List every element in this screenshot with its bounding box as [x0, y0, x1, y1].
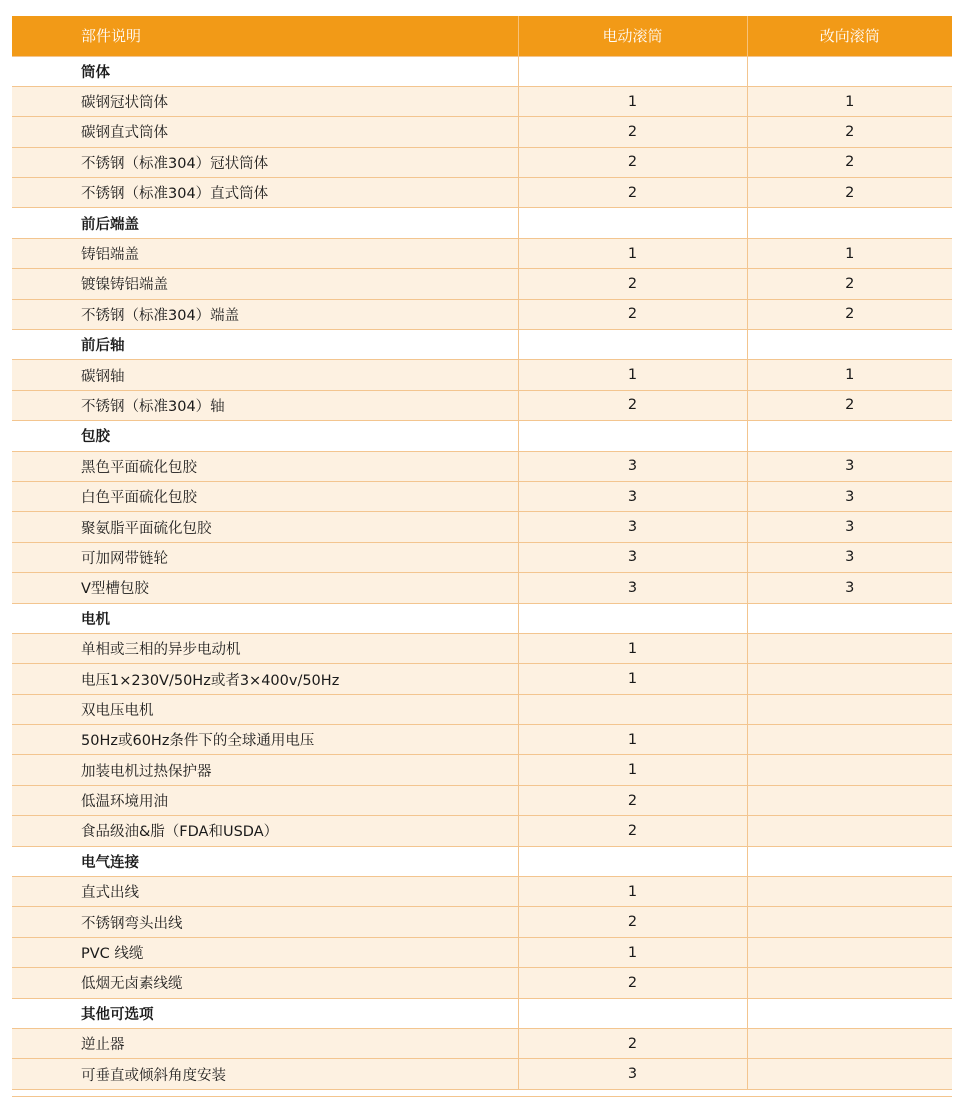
motorized-pulley-cell: 1	[518, 86, 747, 116]
part-description-cell: 碳钢直式筒体	[12, 117, 518, 147]
part-description-cell: 逆止器	[12, 1029, 518, 1059]
motorized-pulley-cell: 2	[518, 147, 747, 177]
options-table	[12, 16, 952, 1090]
idler-pulley-cell: 1	[747, 360, 952, 390]
part-description-cell: 可加网带链轮	[12, 542, 518, 572]
part-description-cell: 50Hz或60Hz条件下的全球通用电压	[12, 725, 518, 755]
idler-pulley-cell	[747, 208, 952, 238]
motorized-pulley-cell	[518, 846, 747, 876]
part-description-cell: 不锈钢（标准304）冠状筒体	[12, 147, 518, 177]
motorized-pulley-cell: 2	[518, 390, 747, 420]
table-row	[12, 1029, 952, 1059]
table-row	[12, 785, 952, 815]
part-description-cell: 直式出线	[12, 877, 518, 907]
motorized-pulley-cell: 2	[518, 907, 747, 937]
motorized-pulley-cell: 1	[518, 664, 747, 694]
part-description-cell: 加装电机过热保护器	[12, 755, 518, 785]
table-row	[12, 664, 952, 694]
motorized-pulley-cell: 2	[518, 269, 747, 299]
part-description-cell: 镀镍铸铝端盖	[12, 269, 518, 299]
section-header-row	[12, 330, 952, 360]
section-header-row	[12, 208, 952, 238]
motorized-pulley-cell: 2	[518, 785, 747, 815]
table-header-row	[12, 16, 952, 56]
motorized-pulley-cell: 1	[518, 633, 747, 663]
section-title: 前后端盖	[12, 208, 518, 238]
header-idler-pulley: 改向滚筒	[747, 16, 952, 56]
motorized-pulley-cell	[518, 56, 747, 86]
part-description-cell: 不锈钢（标准304）端盖	[12, 299, 518, 329]
table-row	[12, 238, 952, 268]
section-title: 电机	[12, 603, 518, 633]
idler-pulley-cell: 2	[747, 390, 952, 420]
part-description-cell: 电压1×230V/50Hz或者3×400v/50Hz	[12, 664, 518, 694]
table-row	[12, 755, 952, 785]
motorized-pulley-cell: 3	[518, 481, 747, 511]
table-row	[12, 178, 952, 208]
idler-pulley-cell	[747, 907, 952, 937]
motorized-pulley-cell: 1	[518, 755, 747, 785]
motorized-pulley-cell: 1	[518, 725, 747, 755]
motorized-pulley-cell: 3	[518, 512, 747, 542]
table-row	[12, 390, 952, 420]
motorized-pulley-cell	[518, 603, 747, 633]
part-description-cell: 食品级油&脂（FDA和USDA）	[12, 816, 518, 846]
section-title: 前后轴	[12, 330, 518, 360]
part-description-cell: 低温环境用油	[12, 785, 518, 815]
idler-pulley-cell: 2	[747, 147, 952, 177]
part-description-cell: 不锈钢（标准304）轴	[12, 390, 518, 420]
table-row	[12, 451, 952, 481]
part-description-cell: 双电压电机	[12, 694, 518, 724]
table-row	[12, 937, 952, 967]
motorized-pulley-cell: 2	[518, 117, 747, 147]
section-title: 包胶	[12, 421, 518, 451]
idler-pulley-cell	[747, 755, 952, 785]
idler-pulley-cell	[747, 846, 952, 876]
part-description-cell: 碳钢轴	[12, 360, 518, 390]
motorized-pulley-cell	[518, 694, 747, 724]
idler-pulley-cell: 1	[747, 238, 952, 268]
table-row	[12, 725, 952, 755]
motorized-pulley-cell: 1	[518, 360, 747, 390]
idler-pulley-cell: 3	[747, 451, 952, 481]
idler-pulley-cell	[747, 603, 952, 633]
idler-pulley-cell: 1	[747, 86, 952, 116]
part-description-cell: 不锈钢（标准304）直式筒体	[12, 178, 518, 208]
idler-pulley-cell: 3	[747, 542, 952, 572]
part-description-cell: 可垂直或倾斜角度安装	[12, 1059, 518, 1089]
idler-pulley-cell	[747, 330, 952, 360]
table-row	[12, 816, 952, 846]
section-title: 筒体	[12, 56, 518, 86]
table-row	[12, 481, 952, 511]
motorized-pulley-cell: 2	[518, 816, 747, 846]
idler-pulley-cell: 3	[747, 481, 952, 511]
idler-pulley-cell: 2	[747, 117, 952, 147]
options-table-container	[12, 16, 952, 1090]
part-description-cell: PVC 线缆	[12, 937, 518, 967]
part-description-cell: 铸铝端盖	[12, 238, 518, 268]
motorized-pulley-cell: 2	[518, 299, 747, 329]
idler-pulley-cell	[747, 1029, 952, 1059]
idler-pulley-cell: 3	[747, 512, 952, 542]
part-description-cell: 单相或三相的异步电动机	[12, 633, 518, 663]
motorized-pulley-cell: 1	[518, 877, 747, 907]
motorized-pulley-cell: 3	[518, 573, 747, 603]
motorized-pulley-cell	[518, 330, 747, 360]
idler-pulley-cell	[747, 1059, 952, 1089]
section-header-row	[12, 56, 952, 86]
idler-pulley-cell	[747, 694, 952, 724]
idler-pulley-cell: 3	[747, 573, 952, 603]
idler-pulley-cell: 2	[747, 269, 952, 299]
idler-pulley-cell: 2	[747, 299, 952, 329]
idler-pulley-cell	[747, 937, 952, 967]
section-header-row	[12, 603, 952, 633]
header-motorized-pulley: 电动滚筒	[518, 16, 747, 56]
idler-pulley-cell	[747, 877, 952, 907]
idler-pulley-cell	[747, 56, 952, 86]
idler-pulley-cell	[747, 968, 952, 998]
motorized-pulley-cell: 2	[518, 968, 747, 998]
part-description-cell: 聚氨脂平面硫化包胶	[12, 512, 518, 542]
table-row	[12, 542, 952, 572]
motorized-pulley-cell	[518, 208, 747, 238]
motorized-pulley-cell: 1	[518, 937, 747, 967]
section-title: 电气连接	[12, 846, 518, 876]
table-bottom-border	[12, 1096, 952, 1097]
table-row	[12, 360, 952, 390]
section-header-row	[12, 846, 952, 876]
idler-pulley-cell	[747, 785, 952, 815]
idler-pulley-cell	[747, 725, 952, 755]
motorized-pulley-cell: 3	[518, 1059, 747, 1089]
table-row	[12, 968, 952, 998]
table-body	[12, 56, 952, 1089]
idler-pulley-cell	[747, 998, 952, 1028]
idler-pulley-cell	[747, 421, 952, 451]
table-row	[12, 877, 952, 907]
table-row	[12, 269, 952, 299]
motorized-pulley-cell: 3	[518, 542, 747, 572]
part-description-cell: 白色平面硫化包胶	[12, 481, 518, 511]
header-part-description: 部件说明	[81, 27, 142, 46]
table-row	[12, 147, 952, 177]
table-row	[12, 633, 952, 663]
section-header-row	[12, 998, 952, 1028]
table-row	[12, 907, 952, 937]
motorized-pulley-cell: 1	[518, 238, 747, 268]
section-header-row	[12, 421, 952, 451]
motorized-pulley-cell	[518, 998, 747, 1028]
motorized-pulley-cell	[518, 421, 747, 451]
part-description-cell: 黑色平面硫化包胶	[12, 451, 518, 481]
motorized-pulley-cell: 2	[518, 178, 747, 208]
motorized-pulley-cell: 2	[518, 1029, 747, 1059]
motorized-pulley-cell: 3	[518, 451, 747, 481]
section-title: 其他可选项	[12, 998, 518, 1028]
table-row	[12, 1059, 952, 1089]
part-description-cell: 低烟无卤素线缆	[12, 968, 518, 998]
table-row	[12, 299, 952, 329]
part-description-cell: 碳钢冠状筒体	[12, 86, 518, 116]
idler-pulley-cell	[747, 633, 952, 663]
table-row	[12, 573, 952, 603]
part-description-cell: V型槽包胶	[12, 573, 518, 603]
table-row	[12, 694, 952, 724]
table-row	[12, 117, 952, 147]
table-row	[12, 512, 952, 542]
idler-pulley-cell: 2	[747, 178, 952, 208]
idler-pulley-cell	[747, 664, 952, 694]
part-description-cell: 不锈钢弯头出线	[12, 907, 518, 937]
table-row	[12, 86, 952, 116]
idler-pulley-cell	[747, 816, 952, 846]
